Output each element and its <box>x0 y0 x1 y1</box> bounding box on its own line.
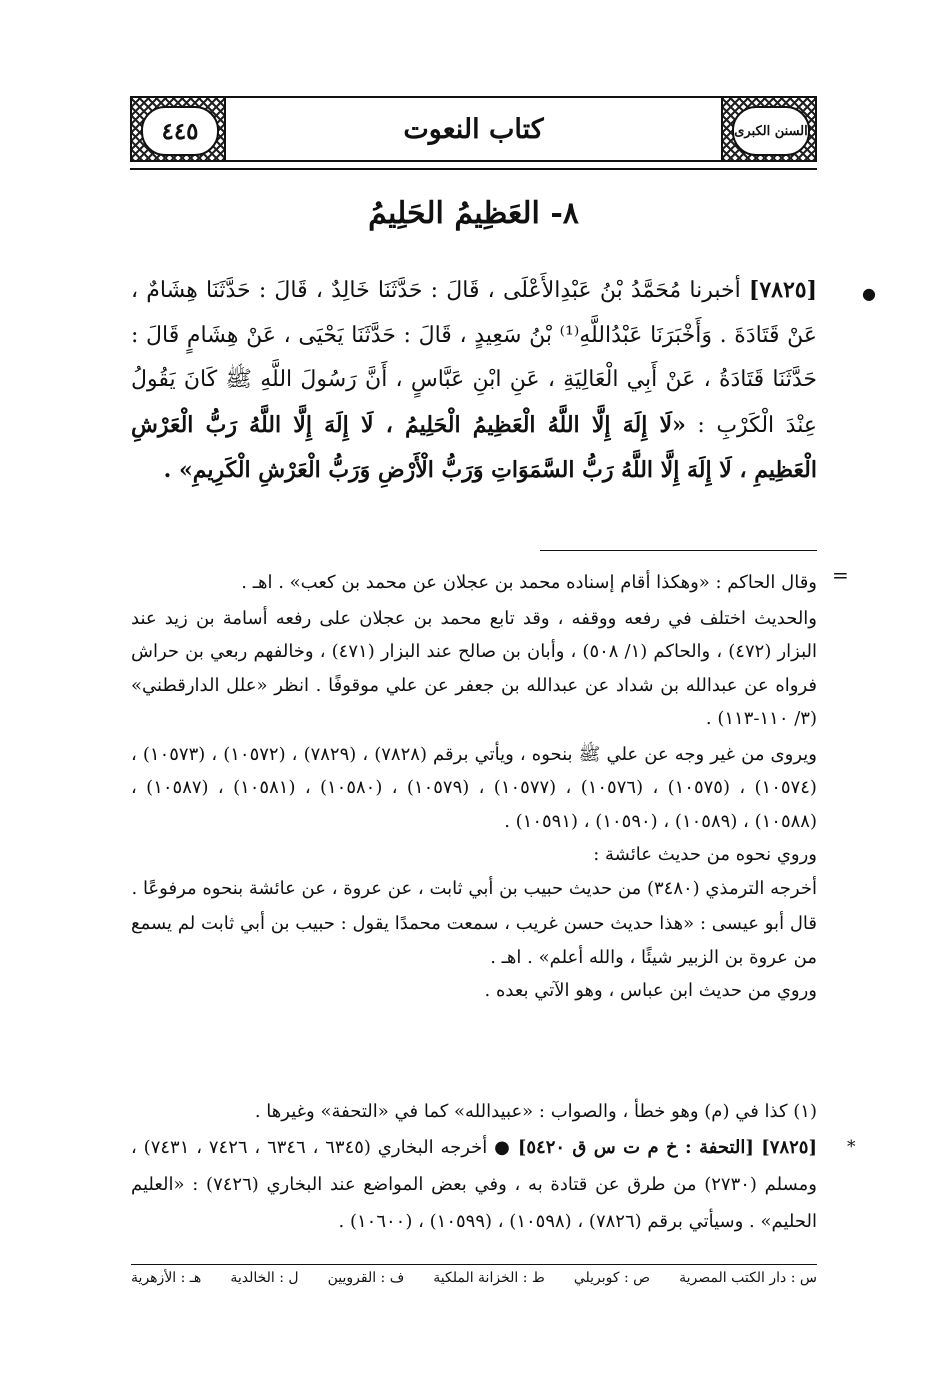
hadith-matn: «لَا إِلَهَ إِلَّا اللَّهُ الْعَظِيمُ الْحَلِيمُ ، لَا إِلَهَ إِلَّا اللَّهُ رَبُّ الْعَرْشِ الْعَظِيمِ ، لَا إِلَهَ إِلَّا اللَّهُ رَبُّ السَّمَوَاتِ وَرَبُّ الْأَرْضِ وَرَبُّ الْعَرْشِ الْكَرِيمِ» . <box>131 411 817 483</box>
note-paragraph: ويروى من غير وجه عن علي ﷺ بنحوه ، ويأتي برقم (٧٨٢٨) ، (٧٨٢٩) ، (١٠٥٧٢) ، (١٠٥٧٣) ، (١٠٥٧٤) ، (١٠٥٧٥) ، (١٠٥٧٦) ، (١٠٥٧٧) ، (١٠٥٧٩) ، (١٠٥٨٠) ، (١٠٥٨١) ، (١٠٥٨٧) ، (١٠٥٨٨) ، (١٠٥٨٩) ، (١٠٥٩٠) ، (١٠٥٩١) . <box>131 743 817 832</box>
note-paragraph: وروي من حديث ابن عباس ، وهو الآتي بعده . <box>484 980 817 1001</box>
note-paragraph: وقال الحاكم : «وهكذا أقام إسناده محمد بن عجلان عن محمد بن كعب» . اهـ . <box>241 572 817 593</box>
note-paragraph: والحديث اختلف في رفعه ووقفه ، وقد تابع محمد بن عجلان على رفعه أسامة بن زيد عند البزار (٤٧٢) ، والحاكم (١/ ٥٠٨) ، وأبان بن صالح عند البزار (٤٧١) ، وخالفهم ربعي بن حراش فرواه عن عبدالله بن شداد عن عبدالله بن جعفر عن علي موقوفًا . انظر «علل الدارقطني» (٣/ ١١٠-١١٣) . <box>131 607 817 729</box>
siglum: ف : القرويين <box>327 1270 405 1286</box>
header-ornament-left <box>130 96 226 162</box>
siglum: ل : الخالدية <box>230 1270 299 1286</box>
hadith-number: [٧٨٢٥] <box>748 277 817 303</box>
ornament-label: السنن الكبرى <box>732 106 810 156</box>
hadith-bullet: ● <box>862 284 876 303</box>
siglum: ط : الخزانة الملكية <box>433 1270 545 1286</box>
book-title: كتاب النعوت <box>403 113 544 145</box>
notes-block <box>131 566 817 1008</box>
page-header <box>130 96 817 166</box>
takhrij-head: [٧٨٢٥] [التحفة : خ م ت س ق ٥٤٢٠] <box>517 1137 817 1158</box>
page-number: ٤٤٥ <box>141 106 219 156</box>
hadith-chain: أخبرنا مُحَمَّدُ بْنُ عَبْدِالأَعْلَى ، قَالَ : حَدَّثَنَا خَالِدٌ ، قَالَ : حَدَّثَنَا هِشَامٌ ، عَنْ قَتَادَةَ . وَأَخْبَرَنَا عَبْدُاللَّهِ⁽¹⁾ بْنُ سَعِيدٍ ، قَالَ : حَدَّثَنَا يَحْيَى ، عَنْ هِشَامٍ قَالَ : حَدَّثَنَا قَتَادَةُ ، عَنْ أَبِي الْعَالِيَةِ ، عَنِ ابْنِ عَبَّاسٍ ، أَنَّ رَسُولَ اللَّهِ ﷺ كَانَ يَقُولُ عِنْدَ الْكَرْبِ : <box>131 278 817 438</box>
siglum: هـ : الأزهرية <box>131 1270 202 1286</box>
siglum: س : دار الكتب المصرية <box>679 1270 817 1286</box>
takhrij-star: * <box>847 1137 856 1157</box>
note-paragraph: قال أبو عيسى : «هذا حديث حسن غريب ، سمعت محمدًا يقول : حبيب بن أبي ثابت لم يسمع من عروة بن الزبير شيئًا ، والله أعلم» . اهـ . <box>131 913 817 968</box>
footnote-1: (١) كذا في (م) وهو خطأ ، والصواب : «عبيدالله» كما في «التحفة» وغيرها . <box>254 1101 817 1122</box>
running-title-box <box>226 96 721 162</box>
note-paragraph: وروي نحوه من حديث عائشة : <box>593 844 817 865</box>
footnote-separator <box>540 550 817 551</box>
hadith-text <box>131 268 817 494</box>
takhrij-text: ● أخرجه البخاري (٦٣٤٥ ، ٦٣٤٦ ، ٧٤٢٦ ، ٧٤٣١) ، ومسلم (٢٧٣٠) من طرق عن قتادة به ، وفي بعض المواضع عند البخاري (٧٤٢٦) : «العليم الحليم» . وسيأتي برقم (٧٨٢٦) ، (١٠٥٩٨) ، (١٠٥٩٩) ، (١٠٦٠٠) . <box>131 1137 817 1232</box>
takhrij-block <box>131 1129 817 1240</box>
manuscript-sigla <box>131 1270 817 1286</box>
siglum: ص : كوبريلي <box>573 1270 651 1286</box>
header-rule <box>130 168 817 170</box>
note-paragraph: أخرجه الترمذي (٣٤٨٠) من حديث حبيب بن أبي ثابت ، عن عروة ، عن عائشة بنحوه مرفوعًا . <box>131 877 817 899</box>
bottom-rule <box>131 1264 817 1265</box>
header-ornament-right <box>721 96 817 162</box>
chapter-title: ٨- العَظِيمُ الحَلِيمُ <box>368 196 579 231</box>
continuation-mark: = <box>832 563 849 587</box>
